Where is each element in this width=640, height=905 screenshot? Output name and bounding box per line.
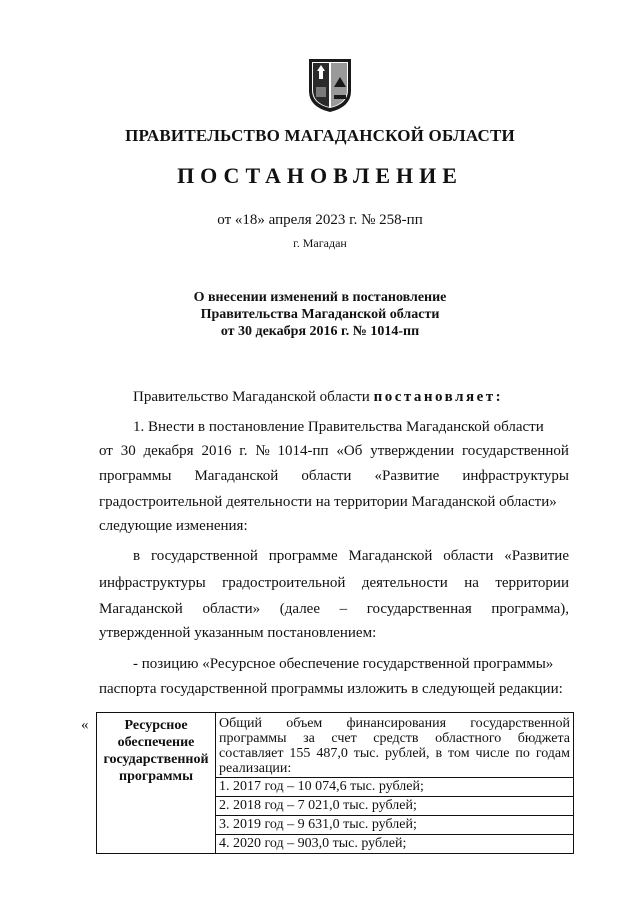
word: Магаданской: [99, 601, 183, 617]
funding-summary: Общий объем финансирования государственной программы за счет средств областного бюджета составляет 155 487,0 тыс. рублей, в том числе по годам реализации:: [219, 716, 570, 776]
subject-line: Правительства Магаданской области: [200, 307, 440, 322]
document-date-number: от «18» апреля 2023 г. № 258-пп: [217, 212, 423, 228]
item1-line-3: [99, 468, 569, 485]
table-content-cell: [216, 713, 574, 854]
list-item: 2. 2018 год – 7 021,0 тыс. рублей;: [216, 796, 573, 815]
para2-line-1: [133, 548, 569, 565]
word: Магаданской: [348, 548, 433, 564]
word: –: [339, 601, 348, 617]
word: области: [443, 548, 494, 564]
para2-line-3: [99, 601, 569, 618]
list-item: 1. 2017 год – 10 074,6 тыс. рублей;: [216, 777, 573, 796]
preamble: [133, 389, 569, 406]
word: государственная: [366, 601, 472, 617]
list-item: 3. 2019 год – 9 631,0 тыс. рублей;: [216, 815, 573, 834]
item1-line-4: градостроительной деятельности на территории Магаданской области»: [99, 494, 557, 510]
subject-line: О внесении изменений в постановление: [193, 290, 447, 305]
word: программы: [99, 468, 172, 484]
document-subject: [0, 289, 640, 340]
word: деятельности: [361, 575, 448, 591]
para2-line-2: [99, 575, 569, 592]
word: государственной: [150, 548, 258, 564]
table-row: [97, 713, 574, 854]
word: области: [301, 468, 352, 484]
word: №: [255, 443, 270, 459]
word: инфраструктуры: [462, 468, 569, 484]
word: 30: [120, 443, 136, 459]
word: инфраструктуры: [99, 575, 206, 591]
word: территории: [495, 575, 569, 591]
word: утверждении: [370, 443, 455, 459]
word: программа),: [491, 601, 569, 617]
document-city: г. Магадан: [293, 236, 347, 250]
word: от: [99, 443, 113, 459]
preamble-verb: постановляет:: [373, 389, 504, 405]
open-quote: «: [81, 717, 89, 733]
item1-line-5: следующие изменения:: [99, 518, 248, 534]
word: на: [464, 575, 479, 591]
word: 1014-пп: [277, 443, 329, 459]
preamble-lead: Правительство Магаданской области: [133, 389, 370, 405]
word: в: [133, 548, 141, 564]
word: «Развитие: [504, 548, 569, 564]
table-heading-cell: Ресурсное обеспечение государственной программы: [97, 713, 216, 854]
para2-line-4: утвержденной указанным постановлением:: [99, 625, 377, 641]
word: декабря: [143, 443, 194, 459]
para3-line-1: - позицию «Ресурсное обеспечение государственной программы»: [133, 656, 554, 672]
word: (далее: [279, 601, 320, 617]
word: области»: [202, 601, 261, 617]
list-item: 4. 2020 год – 903,0 тыс. рублей;: [216, 834, 573, 853]
coat-of-arms-icon: [307, 57, 353, 113]
item1-line-2: [99, 443, 569, 460]
word: «Развитие: [374, 468, 440, 484]
subject-line: от 30 декабря 2016 г. № 1014-пп: [220, 324, 420, 339]
word: градостроительной: [222, 575, 346, 591]
word: «Об: [336, 443, 363, 459]
text-run: 1. Внести в постановление Правительства Магаданской области: [133, 419, 544, 435]
organization-title: ПРАВИТЕЛЬСТВО МАГАДАНСКОЙ ОБЛАСТИ: [125, 126, 515, 145]
word: государственной: [462, 443, 569, 459]
para3-line-2: паспорта государственной программы изложить в следующей редакции:: [99, 681, 563, 697]
document-type: ПОСТАНОВЛЕНИЕ: [177, 163, 463, 188]
word: г.: [239, 443, 248, 459]
word: программе: [268, 548, 338, 564]
word: 2016: [201, 443, 232, 459]
item1-line-1: [133, 419, 569, 436]
word: Магаданской: [194, 468, 279, 484]
resource-table: [96, 712, 574, 854]
